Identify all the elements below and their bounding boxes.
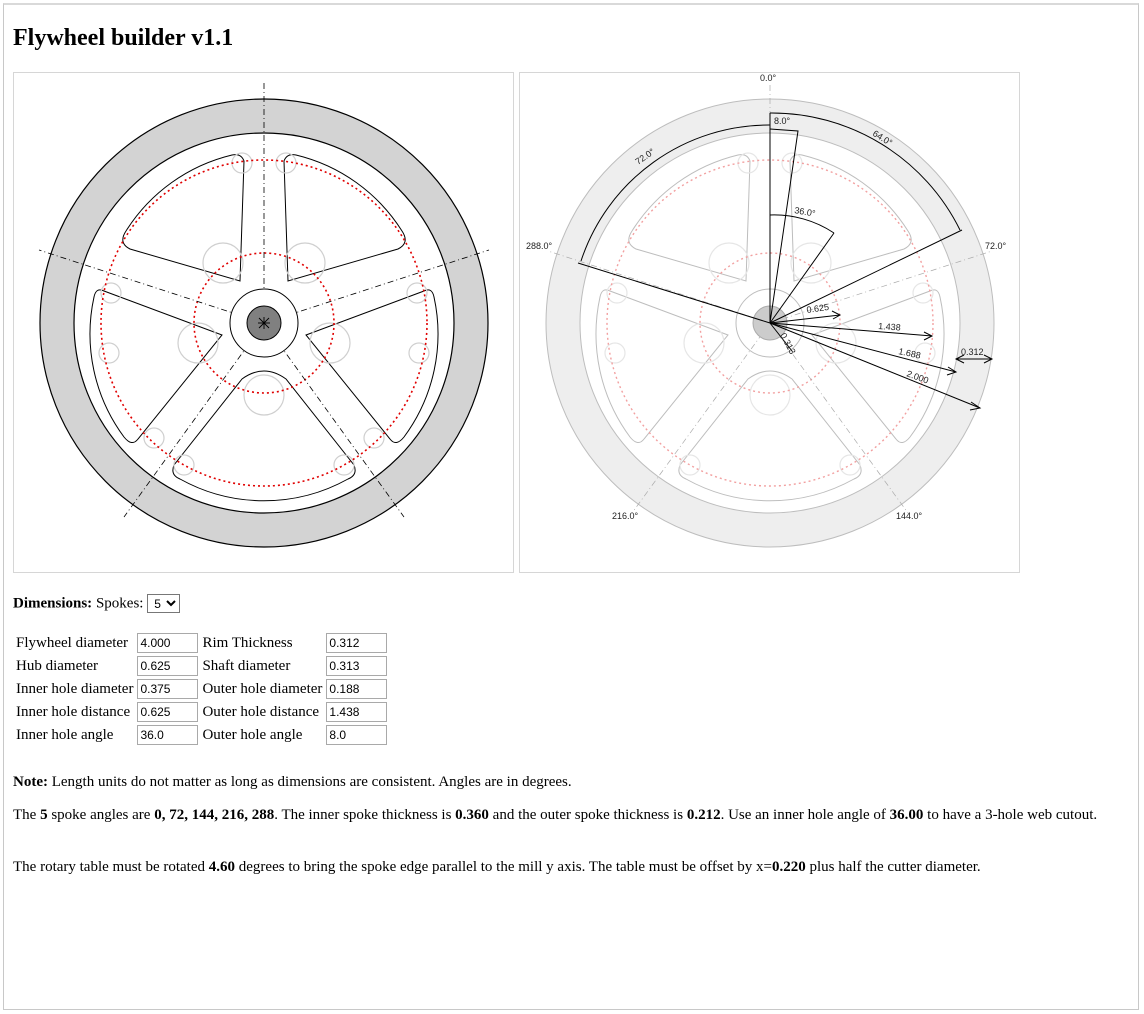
table-offset: 0.220 <box>771 859 806 875</box>
param-input[interactable] <box>137 679 198 699</box>
rotary-table-text: The rotary table must be rotated 4.60 degrees to bring the spoke edge parallel to the mill y axis. The table must be offset by x=0.220 plus half the cutter diameter. <box>13 859 981 875</box>
param-row <box>15 633 388 653</box>
param-input[interactable] <box>326 702 387 722</box>
param-input-cell <box>325 656 388 676</box>
param-input-cell <box>136 679 199 699</box>
dim-label-rim-inner: 1.688 <box>897 346 922 361</box>
suggested-hole-angle: 36.00 <box>889 807 924 823</box>
param-input-cell <box>325 702 388 722</box>
angle-label-216: 216.0° <box>612 511 639 521</box>
dim-label-rim: 0.312 <box>961 347 984 357</box>
param-label: Inner hole angle <box>16 726 114 743</box>
param-row <box>15 725 388 745</box>
arc-label-64: 64.0° <box>870 128 895 148</box>
param-label: Outer hole angle <box>202 726 303 743</box>
param-row <box>15 702 388 722</box>
angle-label-144: 144.0° <box>896 511 923 521</box>
arc-label-72: 72.0° <box>633 146 657 167</box>
outer-spoke-thickness: 0.212 <box>686 807 721 823</box>
note-text <box>13 773 1125 791</box>
parameters-table <box>13 630 390 748</box>
spokes-select[interactable] <box>147 594 180 613</box>
param-label: Rim Thickness <box>202 634 293 651</box>
arc-label-8: 8.0° <box>774 116 791 126</box>
dim-label-radius: 2.000 <box>905 368 930 386</box>
param-label: Inner hole diameter <box>16 680 134 697</box>
param-input-cell <box>136 656 199 676</box>
flywheel-drawing-right <box>519 72 1020 573</box>
param-input[interactable] <box>137 656 198 676</box>
param-label: Flywheel diameter <box>16 634 129 651</box>
param-input[interactable] <box>326 725 387 745</box>
spoke-angles: 0, 72, 144, 216, 288 <box>154 807 275 823</box>
param-label: Outer hole diameter <box>202 680 323 697</box>
param-input-cell <box>136 633 199 653</box>
dim-label-hub: 0.625 <box>805 301 830 315</box>
note-body: Length units do not matter as long as dimensions are consistent. Angles are in degrees. <box>47 774 572 790</box>
param-row <box>15 679 388 699</box>
param-label: Outer hole distance <box>202 703 320 720</box>
param-label: Inner hole distance <box>16 703 131 720</box>
arc-label-36: 36.0° <box>793 205 817 219</box>
note-label: Note: <box>13 774 48 790</box>
param-input[interactable] <box>326 656 387 676</box>
angle-label-0: 0.0° <box>760 73 777 83</box>
spokes-label: Spokes: <box>95 595 144 612</box>
param-input-cell <box>325 679 388 699</box>
param-input-cell <box>136 725 199 745</box>
param-input[interactable] <box>326 679 387 699</box>
param-input-cell <box>136 702 199 722</box>
param-input[interactable] <box>326 633 387 653</box>
param-input-cell <box>325 725 388 745</box>
angle-label-72: 72.0° <box>985 241 1007 251</box>
page-title: Flywheel builder v1.1 <box>13 25 234 51</box>
spoke-result-text: The 5 spoke angles are 0, 72, 144, 216, 288. The inner spoke thickness is 0.360 and the outer spoke thickness is 0.212. Use an inner hole angle of 36.00 to have a 3-hole web cutout. <box>13 807 1098 823</box>
dimensions-row <box>13 594 180 613</box>
param-input[interactable] <box>137 702 198 722</box>
rotary-rotation: 4.60 <box>208 859 236 875</box>
param-input[interactable] <box>137 633 198 653</box>
param-row <box>15 656 388 676</box>
spoke-count: 5 <box>40 807 48 823</box>
angle-label-288: 288.0° <box>526 241 553 251</box>
dimensions-label: Dimensions: <box>13 595 93 612</box>
dim-label-outer-dist: 1.438 <box>877 321 902 333</box>
param-input-cell <box>325 633 388 653</box>
flywheel-drawing-left <box>13 72 514 573</box>
dim-label-shaft: 0.313 <box>778 331 798 356</box>
inner-spoke-thickness: 0.360 <box>455 807 489 823</box>
param-label: Hub diameter <box>16 657 99 674</box>
param-input[interactable] <box>137 725 198 745</box>
param-label: Shaft diameter <box>202 657 291 674</box>
